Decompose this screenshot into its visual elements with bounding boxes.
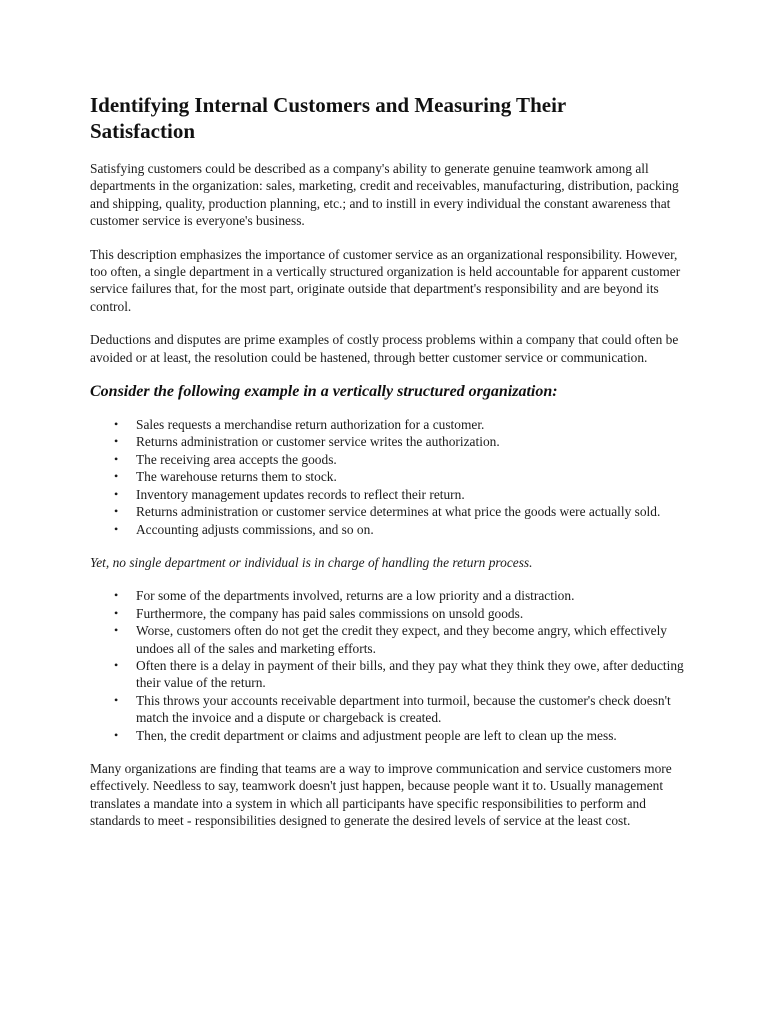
intro-paragraph-3: Deductions and disputes are prime examples of costly process problems within a company that could often be avoided or at least, the resolution could be hastened, through better customer service or communication. <box>90 332 679 365</box>
list-item-text: Furthermore, the company has paid sales commissions on unsold goods. <box>136 605 524 621</box>
list-item <box>114 486 688 503</box>
list-item <box>114 587 688 604</box>
list-item <box>114 468 688 485</box>
list-item-text: For some of the departments involved, returns are a low priority and a distraction. <box>136 588 575 604</box>
list-item-text: The receiving area accepts the goods. <box>136 451 337 467</box>
bullet-icon: • <box>114 605 119 620</box>
list-item-text: Accounting adjusts commissions, and so on. <box>136 521 374 537</box>
list-item <box>114 503 688 520</box>
example-heading: Consider the following example in a vertically structured organization: <box>90 383 558 401</box>
example-list <box>90 416 688 538</box>
bullet-icon: • <box>114 417 119 432</box>
list-item-text: Often there is a delay in payment of their bills, and they pay what they think they owe, after deducting their value of the return. <box>136 657 684 691</box>
list-item <box>114 521 688 538</box>
list-item-text: Worse, customers often do not get the credit they expect, and they become angry, which effectively undoes all of the sales and marketing efforts. <box>136 623 668 656</box>
bullet-icon: • <box>114 486 119 501</box>
italic-note: Yet, no single department or individual is in charge of handling the return process. <box>90 554 533 570</box>
list-item-text: Then, the credit department or claims and adjustment people are left to clean up the mess. <box>136 727 617 743</box>
list-item <box>114 622 688 657</box>
bullet-icon: • <box>114 588 119 603</box>
list-item-text: Inventory management updates records to reflect their return. <box>136 486 465 502</box>
list-item <box>114 451 688 468</box>
list-item <box>114 727 688 744</box>
bullet-icon: • <box>114 451 119 466</box>
list-item-text: The warehouse returns them to stock. <box>136 469 337 485</box>
list-item-text: This throws your accounts receivable department into turmoil, because the customer's check doesn't match the invoice and a dispute or chargeback is created. <box>136 692 671 726</box>
bullet-icon: • <box>114 521 119 536</box>
bullet-icon: • <box>114 504 119 519</box>
bullet-icon: • <box>114 692 119 707</box>
list-item-text: Sales requests a merchandise return authorization for a customer. <box>136 417 485 433</box>
list-item <box>114 433 688 450</box>
bullet-icon: • <box>114 434 119 449</box>
bullet-icon: • <box>114 657 119 672</box>
consequence-list <box>90 587 688 744</box>
list-item <box>114 657 688 692</box>
list-item <box>114 416 688 433</box>
bullet-icon: • <box>114 727 119 742</box>
list-item <box>114 605 688 622</box>
intro-paragraph-1: Satisfying customers could be described as a company's ability to generate genuine teamwork among all departments in the organization: sales, marketing, credit and receivables, manufacturing, distribution, packing and shipping, quality, production planning, etc.; and to instill in every individual the constant awareness that customer service is everyone's business. <box>90 161 679 229</box>
intro-paragraph-2: This description emphasizes the importance of customer service as an organizational responsibility. However, too often, a single department in a vertically structured organization is held accountable for apparent customer service failures that, for the most part, originate outside that department's responsibility and are beyond its control. <box>90 246 681 314</box>
document-title: Identifying Internal Customers and Measuring Their Satisfaction <box>90 93 566 143</box>
closing-paragraph: Many organizations are finding that teams are a way to improve communication and service customers more effectively. Needless to say, teamwork doesn't just happen, because people want it to. Usually management translates a mandate into a system in which all participants have specific responsibilities to perform and standards to meet - responsibilities designed to generate the desired levels of service at the least cost. <box>90 760 672 829</box>
bullet-icon: • <box>114 469 119 484</box>
bullet-icon: • <box>114 623 119 638</box>
list-item-text: Returns administration or customer service determines at what price the goods were actually sold. <box>136 504 661 520</box>
list-item-text: Returns administration or customer service writes the authorization. <box>136 434 500 450</box>
list-item <box>114 692 688 727</box>
